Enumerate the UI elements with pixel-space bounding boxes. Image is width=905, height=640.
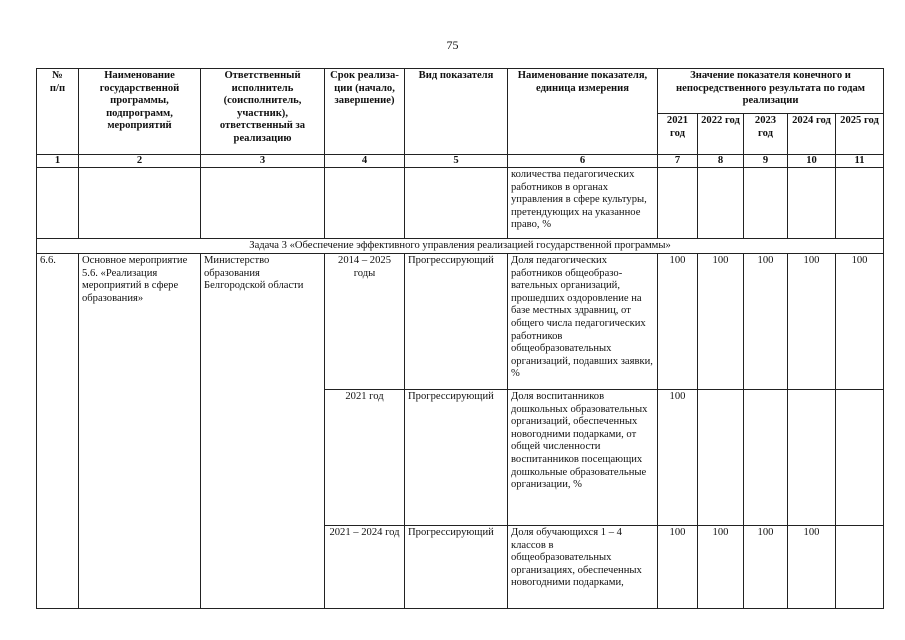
header-executor: Ответственный исполнитель (соисполнитель, участник), ответственный за реализацию	[201, 69, 325, 155]
item-executor: Министерство образования Белгородской области	[201, 254, 325, 609]
header-year-2025: 2025 год	[836, 114, 884, 155]
indicator-name-cell: количества педагогических работников в органах управления в сфере культуры, претендующих на указанное право, %	[508, 168, 658, 239]
table-cell	[836, 168, 884, 239]
column-number: 3	[201, 155, 325, 168]
indicator-type: Прогрессирующий	[405, 254, 508, 390]
header-year-2021: 2021 год	[658, 114, 698, 155]
value-2025	[836, 526, 884, 609]
header-year-2023: 2023 год	[744, 114, 788, 155]
indicator-term: 2021 – 2024 год	[325, 526, 405, 609]
item-number: 6.6.	[37, 254, 79, 609]
header-year-2024: 2024 год	[788, 114, 836, 155]
value-2021: 100	[658, 526, 698, 609]
item-program: Основное мероприятие 5.6. «Реализация мероприятий в сфере образования»	[79, 254, 201, 609]
table-cell	[37, 168, 79, 239]
header-indicator-name: Наименование показателя, единица измерения	[508, 69, 658, 155]
column-number: 5	[405, 155, 508, 168]
column-numbers-row	[37, 155, 884, 168]
value-2022: 100	[698, 254, 744, 390]
indicator-type: Прогрессирующий	[405, 526, 508, 609]
table-row	[37, 168, 884, 239]
indicator-name-cell: Доля педагогических работников общеобразо-вательных организаций, прошедших оздоровление на базе местных здравниц, от общего числа педагогических работников общеобразовательных организаций, подавших заявки, %	[508, 254, 658, 390]
column-number: 11	[836, 155, 884, 168]
table-cell	[201, 168, 325, 239]
header-year-2022: 2022 год	[698, 114, 744, 155]
indicators-table	[36, 68, 884, 609]
value-2025: 100	[836, 254, 884, 390]
value-2022	[698, 390, 744, 526]
header-row	[37, 69, 884, 114]
value-2023	[744, 390, 788, 526]
header-program: Наименование государственной программы, подпрограмм, мероприятий	[79, 69, 201, 155]
value-2021: 100	[658, 254, 698, 390]
page-number: 75	[446, 38, 459, 52]
value-2022: 100	[698, 526, 744, 609]
column-number: 8	[698, 155, 744, 168]
indicator-type: Прогрессирующий	[405, 390, 508, 526]
header-num: № п/п	[37, 69, 79, 155]
table-cell	[698, 168, 744, 239]
table-row	[37, 254, 884, 390]
indicator-term: 2014 – 2025 годы	[325, 254, 405, 390]
table-cell	[325, 168, 405, 239]
indicator-name-cell: Доля обучающихся 1 – 4 классов в общеобразовательных организациях, обеспеченных новогодними подарками,	[508, 526, 658, 609]
value-2024	[788, 390, 836, 526]
value-2024: 100	[788, 526, 836, 609]
column-number: 4	[325, 155, 405, 168]
header-values-group: Значение показателя конечного и непосредственного результата по годам реализации	[658, 69, 884, 114]
table-cell	[744, 168, 788, 239]
table-cell	[79, 168, 201, 239]
value-2023: 100	[744, 526, 788, 609]
indicator-term: 2021 год	[325, 390, 405, 526]
table-cell	[658, 168, 698, 239]
header-term: Срок реализа-ции (начало, завершение)	[325, 69, 405, 155]
indicator-name-cell: Доля воспитанников дошкольных образовательных организаций, обеспеченных новогодними подарками, от общей численности воспитанников посещающих дошкольные образовательные организации, %	[508, 390, 658, 526]
table-cell	[788, 168, 836, 239]
column-number: 6	[508, 155, 658, 168]
column-number: 9	[744, 155, 788, 168]
value-2021: 100	[658, 390, 698, 526]
column-number: 1	[37, 155, 79, 168]
column-number: 7	[658, 155, 698, 168]
table-cell	[405, 168, 508, 239]
column-number: 2	[79, 155, 201, 168]
value-2024: 100	[788, 254, 836, 390]
value-2025	[836, 390, 884, 526]
header-indicator-type: Вид показателя	[405, 69, 508, 155]
value-2023: 100	[744, 254, 788, 390]
column-number: 10	[788, 155, 836, 168]
task-row	[37, 239, 884, 254]
task-title: Задача 3 «Обеспечение эффективного управления реализацией государственной программы»	[37, 239, 884, 254]
